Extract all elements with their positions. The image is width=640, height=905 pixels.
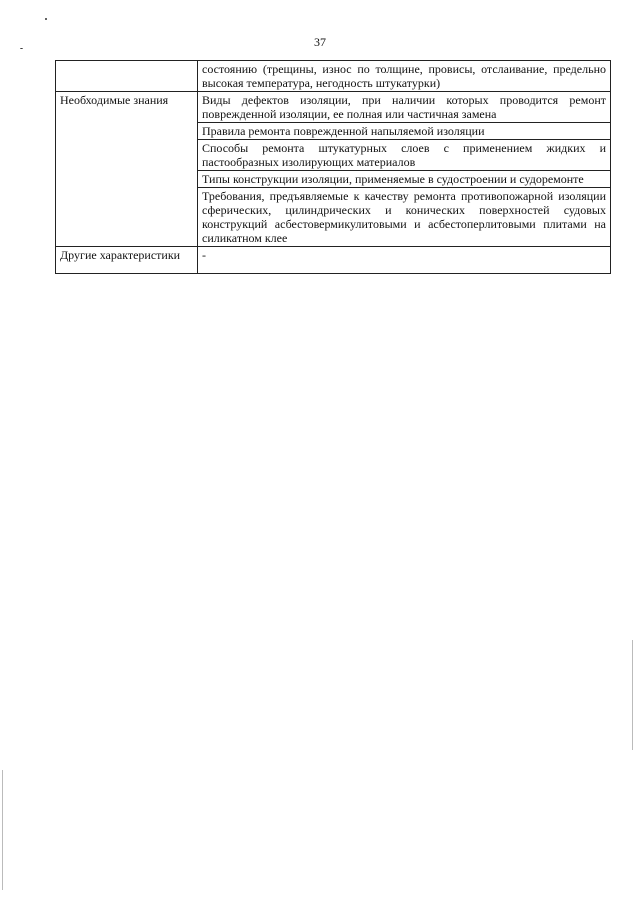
page-number: 37 [314, 35, 326, 49]
knowledge-item: Виды дефектов изоляции, при наличии которых проводится ремонт поврежденной изоляции, ее полная или частичная замена [198, 92, 611, 123]
table-row [56, 247, 611, 274]
requirement-text: состоянию (трещины, износ по толщине, провисы, отслаивание, предельно высокая температура, негодность штукатурки) [198, 61, 611, 92]
row-label-cell [56, 61, 198, 92]
knowledge-item: Типы конструкции изоляции, применяемые в судостроении и судоремонте [198, 171, 611, 188]
knowledge-item: Способы ремонта штукатурных слоев с применением жидких и пастообразных изолирующих материалов [198, 140, 611, 171]
other-characteristics-value: - [198, 247, 611, 274]
scan-edge-left [2, 770, 3, 890]
row-label-other-characteristics: Другие характеристики [56, 247, 198, 274]
table-row [56, 61, 611, 92]
scan-edge-right [632, 640, 633, 750]
knowledge-item: Требования, предъявляемые к качеству ремонта противопожарной изоляции сферических, цилиндрических и конических поверхностей судовых конструкций асбестовермикулитовыми и асбестоперлитовыми плитами на силикатном клее [198, 188, 611, 247]
scan-speck [45, 18, 47, 20]
row-label-required-knowledge: Необходимые знания [56, 92, 198, 247]
qualification-table [55, 60, 611, 274]
table-row [56, 92, 611, 123]
knowledge-item: Правила ремонта поврежденной напыляемой изоляции [198, 123, 611, 140]
